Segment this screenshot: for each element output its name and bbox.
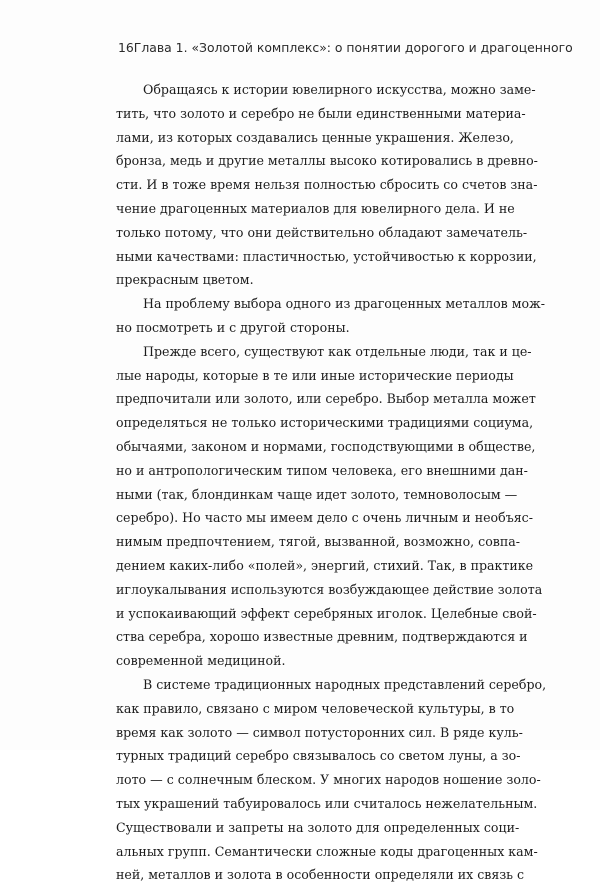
- text-line: прекрасным цветом.: [116, 272, 254, 288]
- text-line: лото — с солнечным блеском. У многих народов ношение золо-: [116, 772, 541, 788]
- text-line: альных групп. Семантически сложные коды драгоценных кам-: [116, 843, 538, 859]
- text-line: В системе традиционных народных представлений серебро,: [143, 676, 547, 692]
- paragraph: [116, 78, 538, 292]
- text-line: турных традиций серебро связывалось со светом луны, а зо-: [116, 748, 521, 764]
- text-line: Обращаясь к истории ювелирного искусства, можно заме-: [143, 82, 536, 97]
- text-line: предпочитали или золото, или серебро. Выбор металла может: [116, 391, 536, 407]
- running-header: [118, 40, 573, 58]
- text-line: сти. И в тоже время нельзя полностью сбросить со счетов зна-: [116, 177, 538, 193]
- text-line: тить, что золото и серебро не были единственными материа-: [116, 105, 526, 121]
- body-text: [116, 78, 547, 887]
- text-line: чение драгоценных материалов для ювелирного дела. И не: [116, 200, 515, 216]
- text-line: лами, из которых создавались ценные украшения. Железо,: [116, 129, 514, 145]
- text-line: обычаями, законом и нормами, господствующими в обществе,: [116, 438, 536, 454]
- text-line: бронза, медь и другие металлы высоко котировались в древно-: [116, 153, 538, 169]
- running-title: Глава 1. «Золотой комплекс»: о понятии дорогого и драгоценного: [133, 40, 573, 55]
- text-line: определяться не только историческими традициями социума,: [116, 415, 534, 431]
- text-line: Существовали и запреты на золото для определенных соци-: [116, 819, 520, 835]
- text-line: как правило, связано с миром человеческой культуры, в то: [116, 700, 515, 716]
- text-line: На проблему выбора одного из драгоценных металлов мож-: [143, 296, 545, 312]
- paragraph: [116, 673, 547, 887]
- paragraph: [116, 292, 545, 340]
- text-line: тых украшений табуировалось или считалось нежелательным.: [116, 795, 538, 811]
- text-line: но и антропологическим типом человека, его внешними дан-: [116, 462, 528, 478]
- text-line: иглоукалывания используются возбуждающее действие золота: [116, 581, 543, 597]
- text-line: только потому, что они действительно обладают замечатель-: [116, 224, 528, 240]
- text-line: серебро). Но часто мы имеем дело с очень личным и необъяс-: [116, 510, 533, 526]
- text-line: нимым предпочтением, тягой, вызванной, возможно, совпа-: [116, 534, 521, 550]
- text-line: Прежде всего, существуют как отдельные люди, так и це-: [143, 343, 532, 359]
- page-number: 16: [118, 40, 134, 55]
- text-line: лые народы, которые в те или иные исторические периоды: [116, 367, 514, 383]
- text-line: ными (так, блондинкам чаще идет золото, темноволосым —: [116, 486, 518, 502]
- text-line: современной медициной.: [116, 653, 286, 669]
- text-line: время как золото — символ потусторонних сил. В ряде куль-: [116, 724, 523, 740]
- paragraph: [116, 340, 543, 673]
- text-line: но посмотреть и с другой стороны.: [116, 319, 350, 335]
- text-line: ства серебра, хорошо известные древним, подтверждаются и: [116, 629, 528, 645]
- text-line: ней, металлов и золота в особенности определяли их связь с: [116, 867, 525, 883]
- text-line: дением каких-либо «полей», энергий, стихий. Так, в практике: [116, 557, 534, 573]
- text-line: ными качествами: пластичностью, устойчивостью к коррозии,: [116, 248, 537, 264]
- text-line: и успокаивающий эффект серебряных иголок. Целебные свой-: [116, 605, 537, 621]
